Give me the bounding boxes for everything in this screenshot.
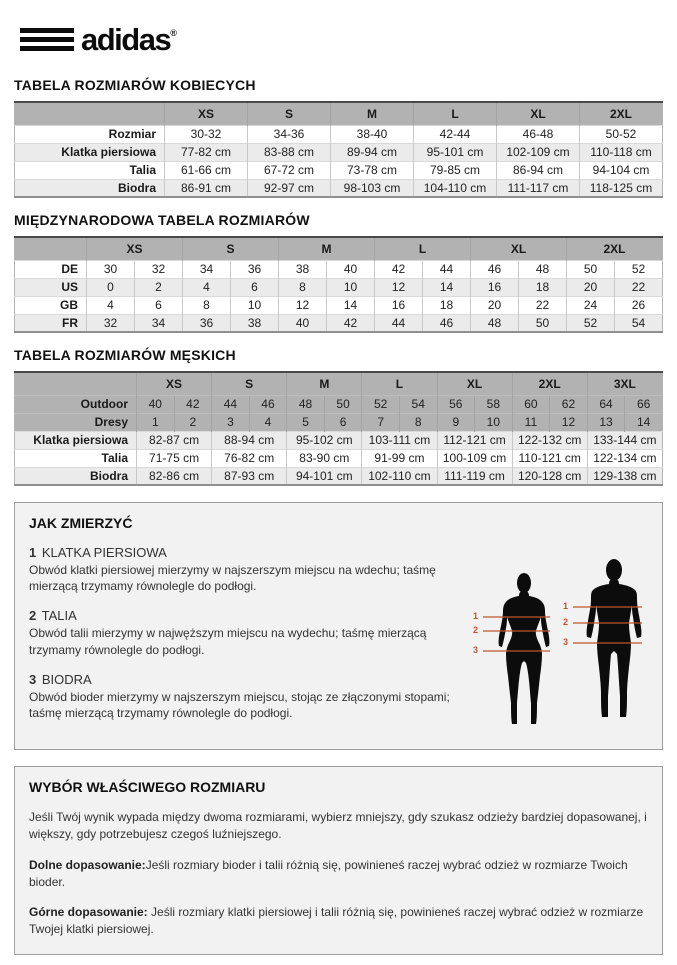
row-label: Biodra (15, 467, 137, 485)
size-value-cell: 20 (567, 278, 615, 296)
row-label: GB (15, 296, 87, 314)
measure-item-waist (29, 608, 464, 657)
size-value-cell: 8 (279, 278, 327, 296)
size-value-cell: 34 (183, 260, 231, 278)
size-value-cell: 60 (512, 395, 550, 413)
table-row (15, 143, 663, 161)
size-value-cell: 22 (615, 278, 663, 296)
size-column-header: L (362, 372, 437, 395)
size-value-cell: 42 (375, 260, 423, 278)
measure-label: BIODRA (41, 671, 92, 687)
size-value-cell: 44 (212, 395, 250, 413)
tip-lead: Dolne dopasowanie: (29, 857, 146, 872)
row-label: FR (15, 314, 87, 332)
size-value-cell: 52 (362, 395, 400, 413)
size-column-header: 2XL (580, 102, 663, 125)
tip-text: Jeśli rozmiary klatki piersiowej i talii różnią się, powinieneś raczej wybrać odzież w rozmiarze Twojej klatki piersiowej. (29, 905, 644, 937)
measure-description: Obwód klatki piersiowej mierzymy w najszerszym miejscu na wdechu; taśmę mierzącą trzymamy równolegle do podłogi. (29, 563, 436, 594)
size-value-cell: 11 (512, 413, 550, 431)
size-value-cell: 98-103 cm (331, 179, 414, 197)
corner-cell (15, 102, 165, 125)
row-label: Rozmiar (15, 125, 165, 143)
size-column-header: S (248, 102, 331, 125)
size-value-cell: 95-101 cm (414, 143, 497, 161)
size-value-cell: 18 (519, 278, 567, 296)
size-value-cell: 48 (471, 314, 519, 332)
adidas-logo (20, 24, 663, 55)
size-value-cell: 36 (231, 260, 279, 278)
size-value-cell: 100-109 cm (437, 449, 512, 467)
measure-label: KLATKA PIERSIOWA (41, 545, 167, 560)
size-header-row (15, 237, 663, 260)
table-row (15, 449, 663, 467)
size-value-cell: 66 (625, 395, 663, 413)
men-size-table (14, 371, 663, 486)
how-to-measure-box (14, 502, 663, 750)
size-value-cell: 52 (567, 314, 615, 332)
size-column-header: S (212, 372, 287, 395)
size-value-cell: 50-52 (580, 125, 663, 143)
size-value-cell: 0 (87, 278, 135, 296)
size-value-cell: 32 (87, 314, 135, 332)
size-value-cell: 14 (327, 296, 375, 314)
size-value-cell: 61-66 cm (165, 161, 248, 179)
marker-3-label: 3 (563, 637, 569, 648)
size-value-cell: 48 (519, 260, 567, 278)
measure-number: 3 (29, 671, 37, 687)
size-value-cell: 4 (183, 278, 231, 296)
table-row (15, 431, 663, 449)
size-value-cell: 79-85 cm (414, 161, 497, 179)
measure-item-chest (29, 545, 464, 594)
size-value-cell: 40 (279, 314, 327, 332)
table-row (15, 179, 663, 197)
size-value-cell: 62 (550, 395, 588, 413)
size-value-cell: 54 (615, 314, 663, 332)
row-label: Talia (15, 161, 165, 179)
size-column-header: XS (137, 372, 212, 395)
size-value-cell: 38 (279, 260, 327, 278)
registered-trademark: ® (170, 28, 177, 38)
tip-text: Jeśli rozmiary bioder i talii różnią się, powinieneś raczej wybrać odzież w rozmiarze Twoich bioder. (29, 857, 628, 889)
size-value-cell: 14 (423, 278, 471, 296)
size-value-cell: 42-44 (414, 125, 497, 143)
men-size-title: TABELA ROZMIARÓW MĘSKICH (14, 347, 236, 363)
size-value-cell: 118-125 cm (580, 179, 663, 197)
size-value-cell: 122-132 cm (512, 431, 587, 449)
size-value-cell: 48 (287, 395, 325, 413)
table-row (15, 314, 663, 332)
size-column-header: 2XL (512, 372, 587, 395)
size-value-cell: 46-48 (497, 125, 580, 143)
size-advice-title: WYBÓR WŁAŚCIWEGO ROZMIARU (29, 779, 266, 796)
measure-number: 1 (29, 545, 37, 560)
international-size-title: MIĘDZYNARODOWA TABELA ROZMIARÓW (14, 212, 310, 228)
size-value-cell: 50 (519, 314, 567, 332)
brand-name: adidas (81, 22, 171, 57)
size-value-cell: 82-86 cm (137, 467, 212, 485)
size-value-cell: 38 (231, 314, 279, 332)
size-advice-intro: Jeśli Twój wynik wypada między dwoma rozmiarami, wybierz mniejszy, gdy szukasz odzieży bardziej dopasowanej, i większy, gdy potrzebujesz czegoś luźniejszego. (29, 810, 647, 841)
measure-description: Obwód bioder mierzymy w najszerszym miejscu, stojąc ze złączonymi stopami; taśmę mierzącą trzymamy równolegle do podłogi. (29, 689, 450, 720)
size-value-cell: 103-111 cm (362, 431, 437, 449)
size-value-cell: 1 (137, 413, 175, 431)
size-value-cell: 26 (615, 296, 663, 314)
measure-item-hips (29, 672, 464, 721)
marker-1-label: 1 (473, 611, 479, 622)
size-column-header: XL (437, 372, 512, 395)
size-value-cell: 104-110 cm (414, 179, 497, 197)
tip-lead: Górne dopasowanie: (29, 905, 148, 920)
size-column-header: XL (471, 237, 567, 260)
size-value-cell: 71-75 cm (137, 449, 212, 467)
size-value-cell: 73-78 cm (331, 161, 414, 179)
brand-header (14, 0, 663, 63)
how-to-measure-title: JAK ZMIERZYĆ (29, 515, 133, 531)
size-value-cell: 52 (615, 260, 663, 278)
size-column-header: M (279, 237, 375, 260)
size-value-cell: 42 (327, 314, 375, 332)
size-value-cell: 8 (399, 413, 437, 431)
size-value-cell: 50 (567, 260, 615, 278)
size-value-cell: 44 (375, 314, 423, 332)
size-value-cell: 16 (375, 296, 423, 314)
size-value-cell: 34 (135, 314, 183, 332)
size-value-cell: 46 (249, 395, 287, 413)
table-row (15, 260, 663, 278)
size-value-cell: 133-144 cm (587, 431, 662, 449)
table-row (15, 395, 663, 413)
measure-description: Obwód talii mierzymy w najwęższym miejscu na wydechu; taśmę mierzącą trzymamy równolegle do podłogi. (29, 626, 427, 657)
size-value-cell: 3 (212, 413, 250, 431)
male-silhouette-icon (562, 559, 646, 735)
size-column-header: XS (87, 237, 183, 260)
row-label: Klatka piersiowa (15, 143, 165, 161)
female-silhouette-icon (472, 573, 556, 735)
size-value-cell: 82-87 cm (137, 431, 212, 449)
size-value-cell: 38-40 (331, 125, 414, 143)
size-column-header: M (287, 372, 362, 395)
table-row (15, 278, 663, 296)
size-value-cell: 46 (471, 260, 519, 278)
international-size-table (14, 236, 663, 333)
table-row (15, 467, 663, 485)
size-value-cell: 76-82 cm (212, 449, 287, 467)
size-value-cell: 111-117 cm (497, 179, 580, 197)
marker-2-label: 2 (473, 625, 479, 636)
row-label: DE (15, 260, 87, 278)
size-value-cell: 83-90 cm (287, 449, 362, 467)
size-value-cell: 10 (231, 296, 279, 314)
size-value-cell: 34-36 (248, 125, 331, 143)
size-advice-tip-bottom (29, 857, 648, 891)
size-value-cell: 95-102 cm (287, 431, 362, 449)
size-value-cell: 77-82 cm (165, 143, 248, 161)
size-value-cell: 120-128 cm (512, 467, 587, 485)
size-column-header: 3XL (587, 372, 662, 395)
size-value-cell: 6 (135, 296, 183, 314)
size-value-cell: 20 (471, 296, 519, 314)
size-value-cell: 102-110 cm (362, 467, 437, 485)
size-value-cell: 67-72 cm (248, 161, 331, 179)
size-value-cell: 110-118 cm (580, 143, 663, 161)
row-label: Klatka piersiowa (15, 431, 137, 449)
size-value-cell: 6 (324, 413, 362, 431)
size-column-header: L (414, 102, 497, 125)
women-size-title: TABELA ROZMIARÓW KOBIECYCH (14, 77, 256, 93)
size-value-cell: 87-93 cm (212, 467, 287, 485)
row-label: Dresy (15, 413, 137, 431)
table-row (15, 413, 663, 431)
measure-label: TALIA (41, 608, 77, 624)
size-value-cell: 89-94 cm (331, 143, 414, 161)
size-value-cell: 22 (519, 296, 567, 314)
size-value-cell: 42 (174, 395, 212, 413)
size-value-cell: 12 (550, 413, 588, 431)
size-value-cell: 64 (587, 395, 625, 413)
table-row (15, 296, 663, 314)
size-value-cell: 44 (423, 260, 471, 278)
size-value-cell: 86-91 cm (165, 179, 248, 197)
size-header-row (15, 102, 663, 125)
row-label: Outdoor (15, 395, 137, 413)
size-value-cell: 112-121 cm (437, 431, 512, 449)
size-value-cell: 24 (567, 296, 615, 314)
size-value-cell: 56 (437, 395, 475, 413)
size-value-cell: 88-94 cm (212, 431, 287, 449)
size-value-cell: 110-121 cm (512, 449, 587, 467)
size-column-header: 2XL (567, 237, 663, 260)
size-value-cell: 9 (437, 413, 475, 431)
size-value-cell: 36 (183, 314, 231, 332)
marker-3-label: 3 (473, 645, 479, 656)
women-size-table (14, 101, 663, 198)
row-label: Biodra (15, 179, 165, 197)
size-value-cell: 14 (625, 413, 663, 431)
size-value-cell: 94-104 cm (580, 161, 663, 179)
size-value-cell: 2 (174, 413, 212, 431)
size-value-cell: 6 (231, 278, 279, 296)
size-column-header: L (375, 237, 471, 260)
corner-cell (15, 372, 137, 395)
size-value-cell: 122-134 cm (587, 449, 662, 467)
size-column-header: XS (165, 102, 248, 125)
size-value-cell: 111-119 cm (437, 467, 512, 485)
row-label: Talia (15, 449, 137, 467)
size-value-cell: 83-88 cm (248, 143, 331, 161)
size-value-cell: 32 (135, 260, 183, 278)
size-value-cell: 102-109 cm (497, 143, 580, 161)
size-value-cell: 92-97 cm (248, 179, 331, 197)
size-value-cell: 10 (475, 413, 513, 431)
size-value-cell: 58 (475, 395, 513, 413)
size-value-cell: 50 (324, 395, 362, 413)
size-value-cell: 8 (183, 296, 231, 314)
size-value-cell: 91-99 cm (362, 449, 437, 467)
marker-2-label: 2 (563, 617, 569, 628)
measure-instructions (29, 545, 472, 735)
measurement-diagrams (472, 545, 648, 735)
size-value-cell: 86-94 cm (497, 161, 580, 179)
size-value-cell: 46 (423, 314, 471, 332)
size-value-cell: 54 (399, 395, 437, 413)
size-value-cell: 5 (287, 413, 325, 431)
size-value-cell: 40 (327, 260, 375, 278)
international-size-section (14, 212, 663, 333)
row-label: US (15, 278, 87, 296)
size-value-cell: 94-101 cm (287, 467, 362, 485)
adidas-wordmark (81, 24, 177, 55)
adidas-three-stripes-icon (20, 28, 74, 51)
size-value-cell: 18 (423, 296, 471, 314)
size-value-cell: 16 (471, 278, 519, 296)
table-row (15, 125, 663, 143)
size-header-row (15, 372, 663, 395)
size-column-header: S (183, 237, 279, 260)
size-value-cell: 30-32 (165, 125, 248, 143)
size-value-cell: 40 (137, 395, 175, 413)
size-value-cell: 12 (279, 296, 327, 314)
size-advice-box (14, 766, 663, 955)
size-column-header: XL (497, 102, 580, 125)
size-value-cell: 30 (87, 260, 135, 278)
size-advice-tip-top (29, 904, 648, 938)
size-value-cell: 4 (249, 413, 287, 431)
women-size-section (14, 77, 663, 198)
size-value-cell: 12 (375, 278, 423, 296)
measure-number: 2 (29, 608, 37, 624)
size-column-header: M (331, 102, 414, 125)
table-row (15, 161, 663, 179)
corner-cell (15, 237, 87, 260)
size-value-cell: 2 (135, 278, 183, 296)
size-value-cell: 129-138 cm (587, 467, 662, 485)
size-value-cell: 4 (87, 296, 135, 314)
size-value-cell: 7 (362, 413, 400, 431)
size-value-cell: 10 (327, 278, 375, 296)
size-value-cell: 13 (587, 413, 625, 431)
marker-1-label: 1 (563, 601, 569, 612)
men-size-section (14, 347, 663, 486)
